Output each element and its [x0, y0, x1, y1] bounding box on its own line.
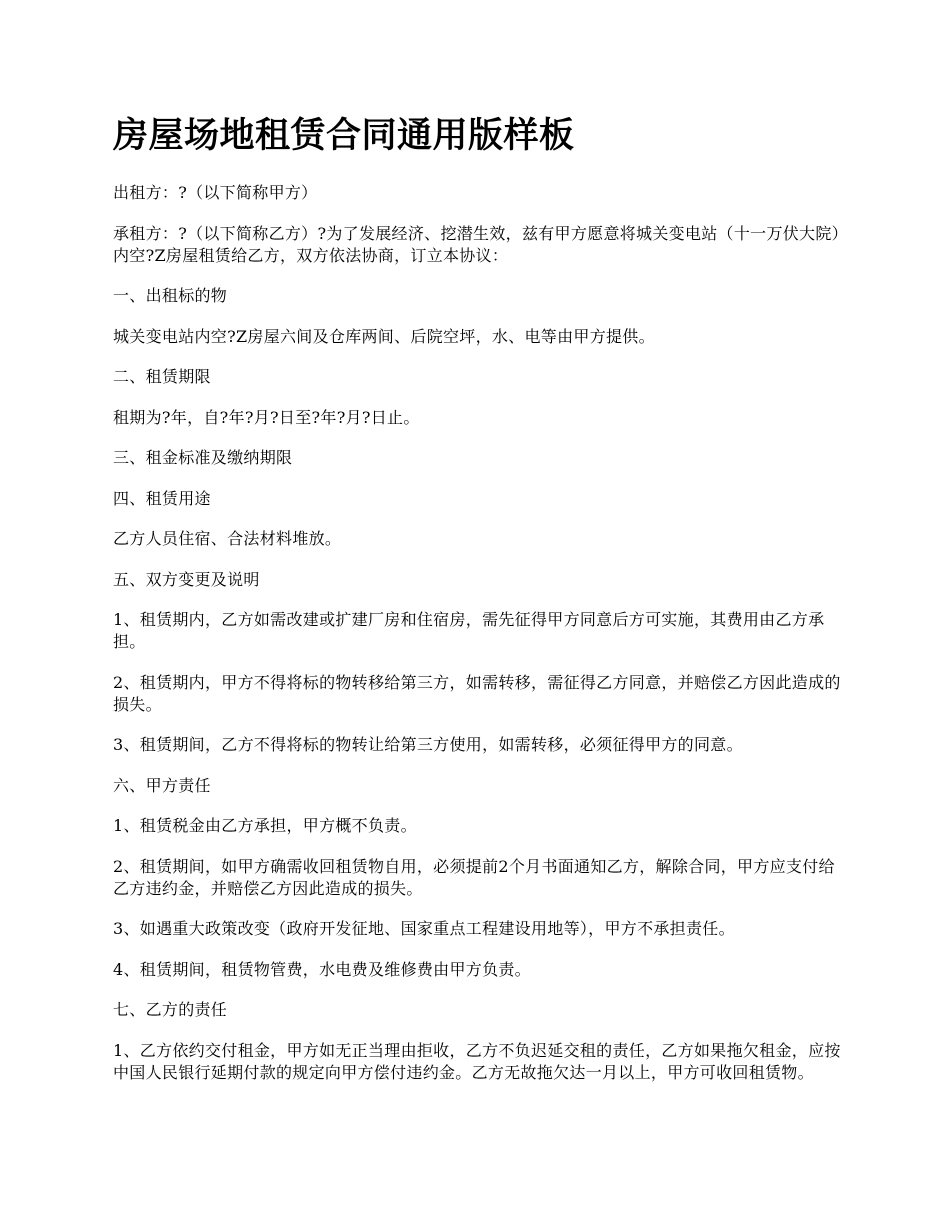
section-heading-2: 二、租赁期限 [113, 367, 211, 386]
clause-6-4: 4、租赁期间，租赁物管费，水电费及维修费由甲方负责。 [113, 959, 531, 979]
section-heading-5: 五、双方变更及说明 [113, 569, 260, 589]
section-heading-4: 四、租赁用途 [113, 488, 211, 508]
document-title: 房屋场地租赁合同通用版样板 [113, 115, 575, 156]
paragraph-term: 租期为?年，自?年?月?日至?年?月?日止。 [113, 407, 420, 427]
clause-6-3: 3、如遇重大政策改变（政府开发征地、国家重点工程建设用地等），甲方不承担责任。 [113, 919, 735, 938]
clause-5-1: 1、租赁期内，乙方如需改建或扩建厂房和住宿房，需先征得甲方同意后方可实施，其费用由乙方承担。 [113, 610, 825, 651]
section-heading-1: 一、出租标的物 [113, 286, 228, 305]
clause-5-3: 3、租赁期间，乙方不得将标的物转让给第三方使用，如需转移，必须征得甲方的同意。 [113, 735, 743, 754]
paragraph-usage: 乙方人员住宿、合法材料堆放。 [113, 529, 342, 548]
section-heading-7: 七、乙方的责任 [113, 1000, 228, 1019]
clause-5-2: 2、租赁期内，甲方不得将标的物转移给第三方，如需转移，需征得乙方同意，并赔偿乙方因此造成的损失。 [113, 672, 841, 714]
clause-7-1: 1、乙方依约交付租金，甲方如无正当理由拒收，乙方不负迟延交租的责任，乙方如果拖欠租金，应按中国人民银行延期付款的规定向甲方偿付违约金。乙方无故拖欠达一月以上，甲方可收回租赁物。 [113, 1040, 841, 1082]
paragraph-lessor: 出租方：?（以下简称甲方） [113, 183, 318, 202]
section-heading-6: 六、甲方责任 [113, 775, 211, 795]
paragraph-lessee: 承租方：?（以下简称乙方）?为了发展经济、挖潜生效，兹有甲方愿意将城关变电站（十一万伏大院）内空?Z房屋租赁给乙方，双方依法协商，订立本协议： [113, 223, 840, 265]
clause-6-2: 2、租赁期间，如甲方确需收回租赁物自用，必须提前2个月书面通知乙方，解除合同，甲方应支付给乙方违约金，并赔偿乙方因此造成的损失。 [113, 856, 835, 898]
paragraph-subject: 城关变电站内空?Z房屋六间及仓库两间、后院空坪，水、电等由甲方提供。 [113, 326, 655, 346]
document-page [113, 110, 843, 1102]
clause-6-1: 1、租赁税金由乙方承担，甲方概不负责。 [113, 816, 417, 835]
section-heading-3: 三、租金标准及缴纳期限 [113, 448, 293, 467]
